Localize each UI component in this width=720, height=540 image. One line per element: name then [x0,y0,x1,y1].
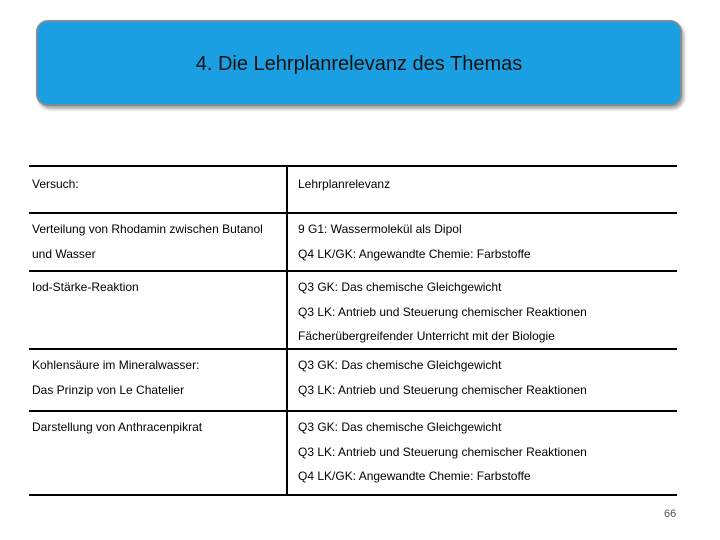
table-row [29,412,677,494]
experiment-line: Iod-Stärke-Reaktion [32,280,139,294]
experiment-cell [29,214,288,270]
slide-title: 4. Die Lehrplanrelevanz des Themas [195,52,523,75]
header-versuch: Versuch: [29,167,288,212]
table-row [29,272,677,350]
header-lehrplanrelevanz: Lehrplanrelevanz [298,177,391,191]
experiment-line: und Wasser [32,246,96,261]
experiment-line: Kohlensäure im Mineralwasser: [32,358,200,372]
relevance-line: Q3 LK: Antrieb und Steuerung chemischer Reaktionen [298,444,587,459]
experiment-cell [29,412,288,494]
relevance-cell [288,272,677,348]
relevance-line: Q3 LK: Antrieb und Steuerung chemischer Reaktionen [298,382,587,397]
table-row [29,350,677,412]
experiment-cell [29,272,288,348]
relevance-cell [288,350,677,410]
experiment-line: Verteilung von Rhodamin zwischen Butanol [32,222,263,236]
experiment-line: Darstellung von Anthracenpikrat [32,420,203,434]
page-number: 66 [664,508,677,520]
relevance-table [29,165,677,496]
table-row [29,214,677,272]
relevance-cell [288,214,677,270]
relevance-line: Q3 LK: Antrieb und Steuerung chemischer Reaktionen [298,304,587,319]
relevance-line: Q3 GK: Das chemische Gleichgewicht [298,420,502,434]
table-header-row [29,167,677,214]
relevance-line: Q3 GK: Das chemische Gleichgewicht [298,280,502,294]
relevance-line: 9 G1: Wassermolekül als Dipol [298,222,462,236]
relevance-line: Q4 LK/GK: Angewandte Chemie: Farbstoffe [298,246,531,261]
title-box [36,20,682,106]
experiment-line: Das Prinzip von Le Chatelier [32,382,185,397]
relevance-cell [288,412,677,494]
relevance-line: Q3 GK: Das chemische Gleichgewicht [298,358,502,372]
experiment-cell [29,350,288,410]
relevance-line: Q4 LK/GK: Angewandte Chemie: Farbstoffe [298,469,531,483]
relevance-line: Fächerübergreifender Unterricht mit der Biologie [298,329,555,343]
